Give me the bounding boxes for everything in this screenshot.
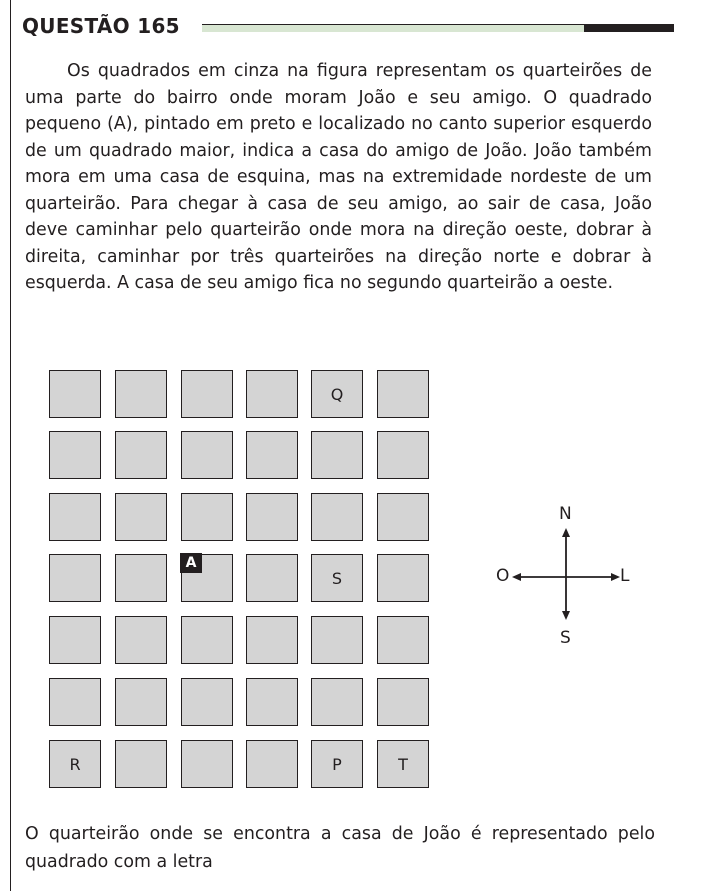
question-statement: Os quadrados em cinza na figura representam os quarteirões de uma parte do bairro onde moram João e seu amigo. O quadrado pequeno (A), pintado em preto e localizado no canto superior esquerdo de um quadrado maior, indica a casa do amigo de João. João também mora em uma casa de esquina, mas na extremidade nordeste de um quarteirão. Para chegar à casa de seu amigo, ao sair de casa, João deve caminhar pelo quarteirão onde mora na direção oeste, dobrar à direita, caminhar por três quarteirões na direção norte e dobrar à esquerda. A casa de seu amigo fica no segundo quarteirão a oeste. — [25, 61, 652, 293]
block — [181, 431, 233, 479]
block — [311, 431, 363, 479]
block — [49, 370, 101, 418]
block — [181, 740, 233, 788]
compass-south-label: S — [560, 628, 571, 648]
block — [377, 370, 429, 418]
block — [246, 678, 298, 726]
block — [246, 616, 298, 664]
block — [115, 616, 167, 664]
block — [377, 678, 429, 726]
compass-rose — [496, 502, 636, 652]
block-q: Q — [311, 370, 363, 418]
page-left-rule — [10, 0, 11, 891]
block — [49, 554, 101, 602]
question-header — [22, 14, 662, 46]
friend-house-marker: A — [180, 553, 202, 573]
block — [49, 678, 101, 726]
block — [246, 740, 298, 788]
question-prompt: O quarteirão onde se encontra a casa de João é representado pelo quadrado com a letra — [25, 824, 655, 872]
block — [115, 678, 167, 726]
block-r: R — [49, 740, 101, 788]
block — [49, 493, 101, 541]
block — [311, 678, 363, 726]
compass-west-label: O — [496, 566, 510, 586]
header-decorative-bar — [202, 24, 674, 32]
block — [246, 554, 298, 602]
block — [181, 678, 233, 726]
block — [49, 431, 101, 479]
block — [377, 616, 429, 664]
block-p: P — [311, 740, 363, 788]
question-number: QUESTÃO 165 — [22, 14, 180, 38]
block — [181, 616, 233, 664]
block-t: T — [377, 740, 429, 788]
block-s: S — [311, 554, 363, 602]
compass-east-label: L — [620, 566, 630, 586]
block — [115, 431, 167, 479]
block — [377, 554, 429, 602]
block — [377, 493, 429, 541]
block — [115, 554, 167, 602]
compass-north-label: N — [559, 504, 572, 524]
block — [246, 493, 298, 541]
block — [115, 493, 167, 541]
block — [49, 616, 101, 664]
block — [246, 370, 298, 418]
block — [311, 616, 363, 664]
block — [181, 370, 233, 418]
block — [311, 493, 363, 541]
block — [115, 740, 167, 788]
block — [181, 493, 233, 541]
block — [115, 370, 167, 418]
block — [246, 431, 298, 479]
block — [377, 431, 429, 479]
